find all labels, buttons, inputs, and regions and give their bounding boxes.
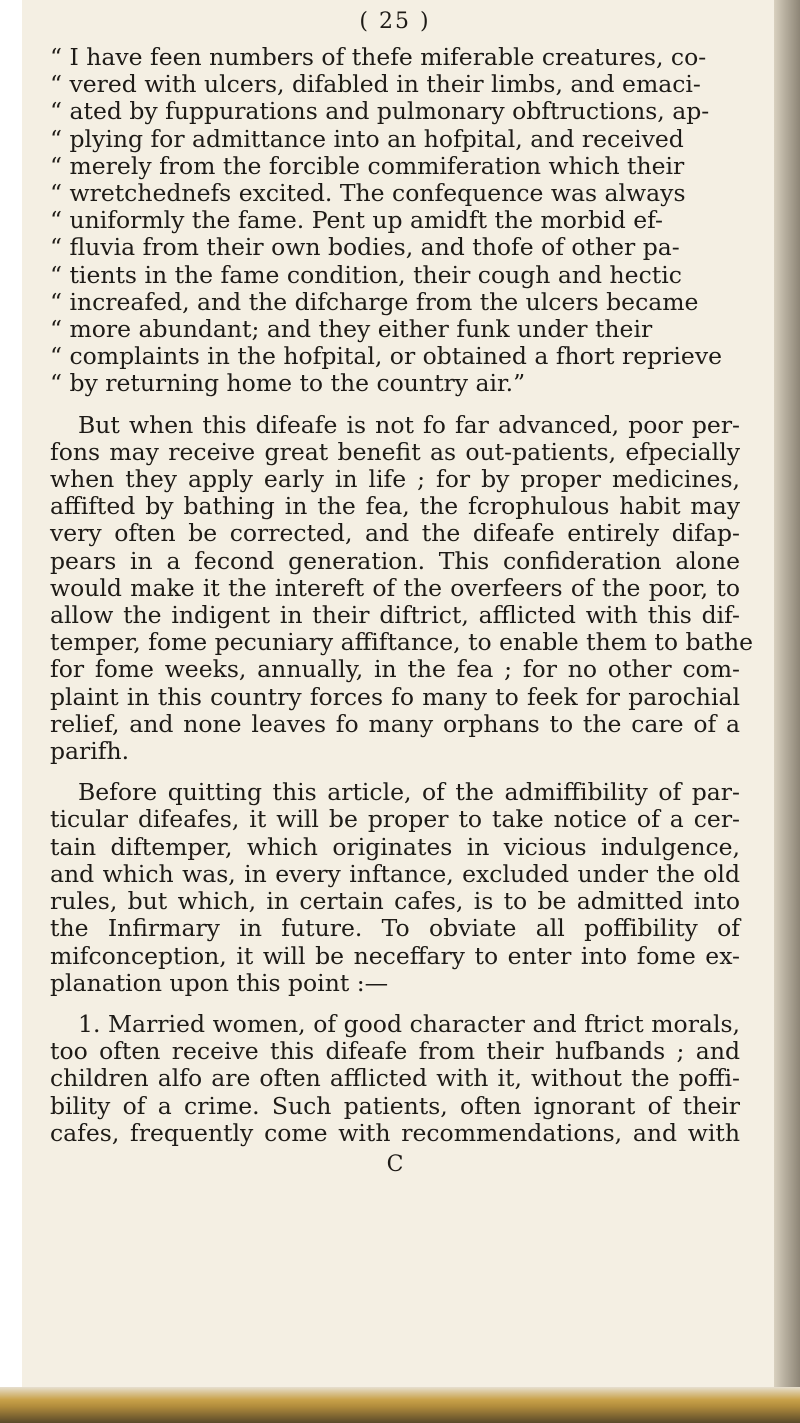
quote-line: “ by returning home to the country air.” — [50, 369, 526, 398]
text-line: Before quitting this article, of the admiffibility of par- — [78, 778, 740, 807]
text-line: the Infirmary in future. To obviate all poffibility of — [50, 914, 740, 943]
text-line: temper, fome pecuniary affiftance, to enable them to bathe — [50, 628, 753, 657]
text-line: cafes, frequently come with recommendations, and with — [50, 1118, 740, 1147]
paragraph-admissibility — [50, 779, 740, 997]
text-line: pears in a fecond generation. This confideration alone — [50, 546, 740, 575]
text-line: ticular difeafes, it will be proper to take notice of a cer- — [50, 805, 740, 834]
text-line: and which was, in every inftance, excluded under the old — [50, 859, 740, 888]
page-text — [50, 0, 753, 1178]
quote-line: “ tients in the fame condition, their cough and hectic — [50, 260, 682, 289]
text-line: rules, but which, in certain cafes, is to be admitted into — [50, 887, 740, 916]
quote-line: “ more abundant; and they either funk under their — [50, 315, 653, 344]
text-line: allow the indigent in their diftrict, afflicted with this dif- — [50, 601, 740, 630]
quote-line: “ wretchednefs excited. The confequence was always — [50, 179, 686, 208]
page-number: ( 25 ) — [359, 9, 431, 34]
quote-line: “ merely from the forcible commiferation which their — [50, 151, 685, 180]
text-line: children alfo are often afflicted with it, without the poffi- — [50, 1064, 740, 1093]
quote-line: “ I have feen numbers of thefe miferable creatures, co- — [50, 43, 707, 71]
text-line: planation upon this point :— — [50, 968, 389, 997]
text-line: bility of a crime. Such patients, often ignorant of their — [50, 1091, 740, 1120]
text-line: parifh. — [50, 737, 130, 766]
text-line: when they apply early in life ; for by proper medicines, — [50, 465, 740, 494]
quote-line: “ fluvia from their own bodies, and thofe of other pa- — [50, 233, 680, 262]
paragraph-out-patients — [50, 410, 753, 766]
text-line: fons may receive great benefit as out-patients, efpecially — [50, 437, 740, 466]
quote-line: “ plying for admittance into an hofpital, and received — [50, 124, 684, 153]
quote-line: “ vered with ulcers, difabled in their limbs, and emaci- — [50, 70, 701, 99]
page-edge-bottom — [0, 1387, 800, 1423]
text-line: 1. Married women, of good character and ftrict morals, — [78, 1009, 740, 1038]
text-line: But when this difeafe is not fo far advanced, poor per- — [78, 410, 740, 439]
text-line: would make it the intereft of the overfeers of the poor, to — [50, 573, 740, 602]
quote-line: “ ated by fuppurations and pulmonary obftructions, ap- — [50, 97, 710, 126]
text-line: very often be corrected, and the difeafe entirely difap- — [50, 519, 740, 548]
text-line: plaint in this country forces fo many to feek for parochial — [50, 682, 740, 711]
quote-block — [50, 44, 740, 398]
quote-line: “ increafed, and the difcharge from the ulcers became — [50, 287, 699, 316]
text-line: affifted by bathing in the fea, the fcrophulous habit may — [50, 492, 740, 521]
signature-mark: C — [386, 1151, 404, 1177]
text-line: relief, and none leaves fo many orphans to the care of a — [50, 709, 740, 738]
quote-line: “ complaints in the hofpital, or obtained a fhort reprieve — [50, 342, 722, 371]
text-line: for fome weeks, annually, in the fea ; for no other com- — [50, 655, 740, 684]
text-line: tain diftemper, which originates in vicious indulgence, — [50, 832, 740, 861]
page-edge-right — [774, 0, 800, 1423]
text-line: too often receive this difeafe from their hufbands ; and — [50, 1037, 740, 1066]
text-line: mifconception, it will be neceffary to enter into fome ex- — [50, 941, 740, 970]
quote-line: “ uniformly the fame. Pent up amidft the morbid ef- — [50, 206, 663, 235]
paragraph-married-women — [50, 1011, 740, 1147]
